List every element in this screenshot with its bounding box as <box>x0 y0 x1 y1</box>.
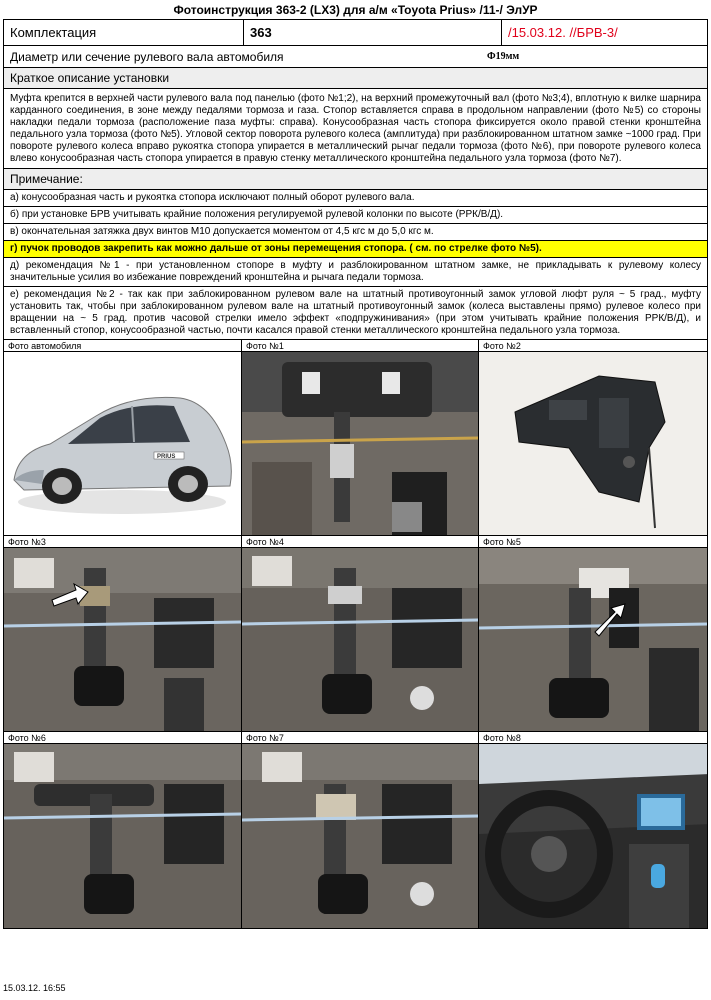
komplektaciya-row <box>4 20 707 46</box>
komplektaciya-value: 363 <box>244 20 502 45</box>
diameter-value: Ф19мм <box>487 51 520 62</box>
photo-5 <box>479 548 707 731</box>
car-badge: PRIUS <box>157 454 176 460</box>
note-item: в) окончательная затяжка двух винтов М10 допускается моментом от 4,5 кгс м до 5,0 кгс м. <box>4 224 707 241</box>
photo-labels-row-2 <box>4 536 707 548</box>
instruction-table <box>3 19 708 929</box>
page-title: Фотоинструкция 363-2 (LX3) для а/м «Toyota Prius» /11-/ ЭлУР <box>173 3 538 17</box>
note-item: д) рекомендация №1 - при установленном стопоре в муфту и разблокированном штатном замке, не прикладывать к рулевому колесу значительные усилия во избежание повреждений кронштейна и рычага педали тормоза. <box>4 258 707 287</box>
photo-label: Фото автомобиля <box>4 340 242 351</box>
photo-row-3 <box>4 744 707 928</box>
note-item: а) конусообразная часть и рукоятка стопора исключают полный оборот рулевого вала. <box>4 190 707 207</box>
date-code: /15.03.12. //БРВ-3/ <box>508 25 618 40</box>
notes-list <box>4 190 707 340</box>
description-label: Краткое описание установки <box>10 71 170 85</box>
description-header-row <box>4 68 707 89</box>
photo-labels-row-1 <box>4 340 707 352</box>
note-item: е) рекомендация №2 - так как при заблокированном рулевом вале на штатный противоугонный замок угловой люфт руля ~ 5 град., муфту установить так, чтобы при заблокированном рулевом вале на штатный противоугонный замок (колеса выставлены прямо) рулевое колесо при вращении на ~ 5 град. против часовой стрелки имело эффект «подпружинивания» (при этом учитывать крайние положения РРК/В/Д), и вставленный стопор, конусообразной частью, почти касался правой стенки металлического кронштейна педального узла тормоза. <box>10 289 701 336</box>
note-header-row <box>4 169 707 190</box>
photo-3 <box>4 548 242 731</box>
photo-label: Фото №4 <box>242 536 479 547</box>
description-row <box>4 89 707 169</box>
photo-2 <box>479 352 707 535</box>
photo-1 <box>242 352 479 535</box>
photo-label: Фото №8 <box>483 733 521 743</box>
description-text: Муфта крепится в верхней части рулевого вала под панелью (фото №1;2), на верхний промежуточный вал (фото №3;4), вплотную к вилке шарнира карданного соединения, в зоне между педалями тормоза и газа. Стопор вставляется справа в продольном направлении (фото №5) со стороны накладки педали тормоза (расположение паза муфты: справа). Конусообразная часть стопора фиксируется около правой стенки кронштейна педального узла тормоза (фото №5). Угловой сектор поворота рулевого колеса (амплитуда) при разблокированном штатном замке ~1000 град. При повороте рулевого колеса вправо рукоятка стопора упирается в металлический рычаг педали тормоза (фото №6), при повороте рулевого колеса влево конусообразная часть стопора упирается в правую стенку металлического кронштейна педального узла тормоза (фото №7). <box>10 93 701 164</box>
photo-8 <box>479 744 707 928</box>
photo-4 <box>242 548 479 731</box>
photo-label: Фото №7 <box>242 732 479 743</box>
photo-label: Фото №1 <box>242 340 479 351</box>
note-label: Примечание: <box>10 172 83 186</box>
photo-row-1 <box>4 352 707 536</box>
photo-label: Фото №2 <box>483 341 521 351</box>
diameter-row <box>4 46 707 68</box>
photo-7 <box>242 744 479 928</box>
photo-label: Фото №6 <box>4 732 242 743</box>
car-photo <box>4 352 242 535</box>
diameter-label: Диаметр или сечение рулевого вала автомобиля <box>10 49 284 64</box>
note-item-highlighted: г) пучок проводов закрепить как можно дальше от зоны перемещения стопора. ( см. по стрелке фото №5). <box>4 241 707 258</box>
komplektaciya-label: Комплектация <box>4 20 244 45</box>
photo-label: Фото №5 <box>483 537 521 547</box>
photo-label: Фото №3 <box>4 536 242 547</box>
note-item: б) при установке БРВ учитывать крайние положения регулируемой рулевой колонки по высоте (РРК/В/Д). <box>4 207 707 224</box>
photo-row-2 <box>4 548 707 732</box>
photo-6 <box>4 744 242 928</box>
footer-datetime: 15.03.12. 16:55 <box>3 983 66 993</box>
photo-labels-row-3 <box>4 732 707 744</box>
